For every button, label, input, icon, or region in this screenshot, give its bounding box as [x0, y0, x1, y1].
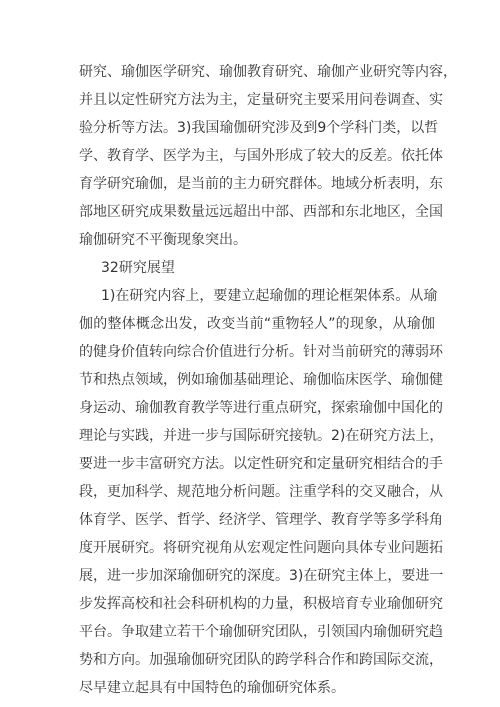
paragraph-line: 1)在研究内容上，要建立起瑜伽的理论框架体系。从瑜 — [101, 288, 438, 304]
paragraph-line: 势和方向。加强瑜伽研究团队的跨学科合作和跨国际交流， — [79, 652, 443, 668]
paragraph-line: 瑜伽研究不平衡现象突出。 — [79, 232, 247, 248]
paragraph-line: 并且以定性研究方法为主，定量研究主要采用问卷调查、实 — [79, 92, 443, 108]
paragraph-line: 段，更加科学、规范地分析问题。注重学科的交叉融合，从 — [79, 484, 443, 500]
paragraph-line: 学、教育学、医学为主，与国外形成了较大的反差。依托体 — [79, 148, 443, 164]
paragraph-line: 步发挥高校和社会科研机构的力量，积极培育专业瑜伽研究 — [79, 596, 443, 612]
paragraph-line: 部地区研究成果数量远远超出中部、西部和东北地区，全国 — [79, 204, 443, 220]
paragraph-line: 体育学、医学、哲学、经济学、管理学、教育学等多学科角 — [79, 512, 443, 528]
paragraph-line: 展，进一步加深瑜伽研究的深度。3)在研究主体上，要进一 — [79, 568, 444, 584]
paragraph-line: 研究、瑜伽医学研究、瑜伽教育研究、瑜伽产业研究等内容， — [79, 64, 457, 80]
paragraph-line: 理论与实践，并进一步与国际研究接轨。2)在研究方法上， — [79, 428, 444, 444]
paragraph-line: 尽早建立起具有中国特色的瑜伽研究体系。 — [79, 680, 345, 696]
paragraph-line: 育学研究瑜伽，是当前的主力研究群体。地域分析表明，东 — [79, 176, 443, 192]
paragraph-line: 伽的整体概念出发，改变当前“重物轻人”的现象，从瑜伽 — [79, 316, 435, 332]
paragraph-line: 要进一步丰富研究方法。以定性研究和定量研究相结合的手 — [79, 456, 443, 472]
paragraph-line: 的健身价值转向综合价值进行分析。针对当前研究的薄弱环 — [79, 344, 443, 360]
paragraph-line: 度开展研究。将研究视角从宏观定性问题向具体专业问题拓 — [79, 540, 443, 556]
paragraph-line: 节和热点领域，例如瑜伽基础理论、瑜伽临床医学、瑜伽健 — [79, 372, 443, 388]
paragraph-line: 验分析等方法。3)我国瑜伽研究涉及到9个学科门类，以哲 — [79, 120, 439, 136]
section-heading: 32研究展望 — [101, 260, 175, 276]
paragraph-line: 身运动、瑜伽教育教学等进行重点研究，探索瑜伽中国化的 — [79, 400, 443, 416]
paragraph-line: 平台。争取建立若干个瑜伽研究团队，引领国内瑜伽研究趋 — [79, 624, 443, 640]
